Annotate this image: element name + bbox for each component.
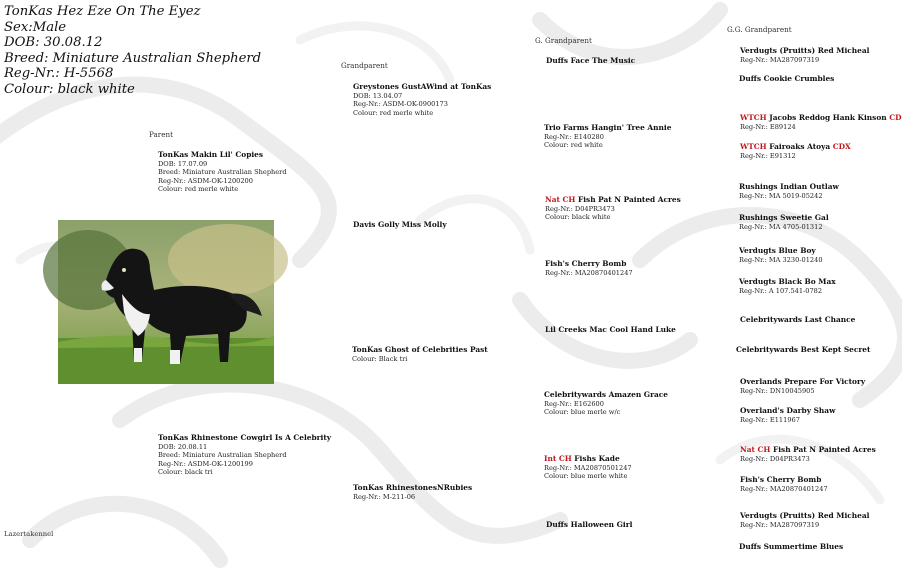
dog-reg: Reg-Nr.: H-5568 (4, 66, 114, 81)
dog-entry-detail: Colour: black tri (158, 468, 213, 477)
gg-grandparent-15 (740, 512, 869, 529)
gg-grandparent-1 (740, 47, 869, 64)
dog-entry-detail: Reg-Nr.: MA 4705-01312 (739, 222, 823, 231)
g-grandparent-6 (544, 391, 668, 417)
g-grandparent-4 (545, 260, 633, 277)
dog-entry-detail: Reg-Nr.: MA287097319 (740, 55, 820, 64)
dog-entry-name: Duffs Face The Music (546, 56, 636, 65)
dog-entry-name: Celebritywards Last Chance (740, 315, 856, 324)
obedience-title: CDX (832, 142, 851, 151)
dog-entry-detail: Breed: Miniature Australian Shepherd (158, 451, 287, 460)
dog-entry-detail: Colour: red merle white (158, 185, 239, 194)
dog-entry-detail: Reg-Nr.: E162600 (544, 399, 604, 408)
dog-entry-detail: Reg-Nr.: A 107.541-0782 (739, 286, 823, 295)
champion-title: Nat CH (545, 195, 576, 204)
dog-entry-name: Rushings Indian Outlaw (739, 182, 839, 191)
dog-entry-name: TonKas RhinestonesNRubies (353, 483, 473, 492)
dog-entry-name: Duffs Summertime Blues (739, 542, 844, 551)
dog-entry-detail: Reg-Nr.: E140280 (544, 132, 604, 141)
dog-sex: Sex:Male (4, 19, 67, 35)
dog-entry-name: Fairoaks Atoya (769, 142, 831, 151)
gg-grandparent-4 (740, 143, 851, 160)
dog-entry-detail: Reg-Nr.: E111967 (740, 415, 800, 424)
dog-entry-detail: Reg-Nr.: DN10045905 (740, 386, 815, 395)
dog-entry-name: TonKas Rhinestone Cowgirl Is A Celebrity (158, 433, 332, 442)
gg-grandparent-16 (739, 543, 843, 552)
dog-entry-detail: Reg-Nr.: E89124 (740, 122, 796, 131)
gg-grandparent-11 (740, 378, 865, 395)
dog-entry-name: Duffs Cookie Crumbles (739, 74, 835, 83)
dog-entry-detail: Colour: black white (545, 213, 611, 222)
dog-entry-name: Fishs Kade (574, 454, 620, 463)
dog-entry-detail: Colour: red white (544, 141, 603, 150)
dog-entry-detail: Reg-Nr.: MA 5019-05242 (739, 191, 823, 200)
dog-entry-name: Celebritywards Amazen Grace (544, 390, 669, 399)
dog-entry-detail: DOB: 20.08.11 (158, 442, 208, 451)
gg-grandparent-14 (740, 476, 828, 493)
gg-grandparent-9 (740, 316, 855, 325)
dog-entry-name: Fish Pat N Painted Acres (772, 445, 876, 454)
dog-entry-name: Rushings Sweetie Gal (739, 213, 829, 222)
g-grandparent-8 (546, 521, 632, 530)
champion-title: Nat CH (740, 445, 771, 454)
gg-grandparent-8 (739, 278, 836, 295)
dog-entry-name: Duffs Halloween Girl (546, 520, 633, 529)
dog-entry-name: Verdugts Black Bo Max (739, 277, 836, 286)
dog-entry-detail: Reg-Nr.: MA20870401247 (740, 484, 828, 493)
dog-entry-detail: Reg-Nr.: D04PR3473 (740, 454, 810, 463)
dog-entry-detail: Reg-Nr.: ASDM-OK-0900173 (353, 100, 448, 109)
dog-entry-name: Verdugts Blue Boy (739, 246, 816, 255)
dog-header (4, 4, 261, 97)
dog-entry-name: Jacobs Reddog Hank Kinson (769, 113, 887, 122)
dog-entry-detail: Colour: Black tri (352, 354, 408, 363)
gg-grandparent-10 (736, 346, 870, 355)
dog-breed: Breed: Miniature Australian Shepherd (4, 50, 262, 66)
dog-entry-name: Celebritywards Best Kept Secret (736, 345, 871, 354)
gg-grandparent-12 (740, 407, 835, 424)
dog-entry-detail: Reg-Nr.: MA287097319 (740, 520, 820, 529)
dog-entry-name: Trio Farms Hangin' Tree Annie (544, 123, 672, 132)
dog-entry-name: Fish's Cherry Bomb (545, 259, 627, 268)
dog-entry-name: TonKas Makin Lil' Copies (158, 150, 264, 159)
dog-entry-detail: Colour: red merle white (353, 108, 434, 117)
dog-entry-name: TonKas Ghost of Celebrities Past (352, 345, 488, 354)
gg-grandparent-5 (739, 183, 839, 200)
g-grandparent-7 (544, 455, 632, 481)
champion-title: Int CH (544, 454, 572, 463)
dog-entry-detail: Reg-Nr.: MA 3230-01240 (739, 255, 823, 264)
dog-entry-name: Greystones GustAWind at TonKas (353, 82, 492, 91)
dog-entry-name: Fish Pat N Painted Acres (577, 195, 681, 204)
g-grandparent-5 (545, 326, 676, 335)
gg-grandparent-13 (740, 446, 876, 463)
obedience-title: CD (889, 113, 902, 122)
grandparent-1 (353, 83, 491, 117)
dog-dob: DOB: 30.08.12 (4, 35, 103, 50)
dog-entry-detail: Reg-Nr.: M-211-06 (353, 492, 416, 501)
champion-title: WTCH (740, 113, 767, 122)
kennel-name: Lazertakennel (4, 530, 54, 538)
gg-grandparent-3 (740, 114, 902, 131)
grandparent-2 (353, 221, 447, 230)
dog-entry-detail: Colour: blue merle w/c (544, 408, 621, 417)
dog-entry-detail: Breed: Miniature Australian Shepherd (158, 168, 287, 177)
g-grandparent-2 (544, 124, 671, 150)
dog-entry-name: Davis Golly Miss Molly (353, 220, 447, 229)
g-grandparent-1 (546, 57, 635, 66)
gg-grandparent-2 (739, 75, 834, 84)
column-heading-grandparent: Grandparent (341, 61, 388, 70)
dog-entry-detail: Reg-Nr.: D04PR3473 (545, 204, 615, 213)
dog-entry-detail: DOB: 17.07.09 (158, 159, 208, 168)
champion-title: WTCH (740, 142, 767, 151)
dog-photo (58, 220, 274, 384)
parent-sire (158, 151, 287, 194)
dog-entry-name: Overlands Prepare For Victory (740, 377, 866, 386)
column-heading-gg-grandparent: G.G. Grandparent (727, 25, 792, 34)
grandparent-4 (353, 484, 472, 501)
dog-entry-name: Lil Creeks Mac Cool Hand Luke (545, 325, 676, 334)
column-heading-g-grandparent: G. Grandparent (535, 36, 592, 45)
dog-entry-name: Verdugts (Pruitts) Red Micheal (740, 511, 870, 520)
dog-entry-detail: Colour: blue merle white (544, 472, 628, 481)
dog-entry-detail: Reg-Nr.: ASDM-OK-1200199 (158, 459, 253, 468)
column-heading-parent: Parent (149, 130, 174, 139)
dog-entry-detail: Reg-Nr.: MA20870401247 (545, 268, 633, 277)
parent-dam (158, 434, 331, 477)
dog-colour: Colour: black white (4, 81, 135, 97)
gg-grandparent-7 (739, 247, 823, 264)
dog-entry-name: Overland's Darby Shaw (740, 406, 836, 415)
gg-grandparent-6 (739, 214, 829, 231)
dog-entry-name: Fish's Cherry Bomb (740, 475, 822, 484)
g-grandparent-3 (545, 196, 681, 222)
dog-entry-detail: DOB: 13.04.07 (353, 91, 403, 100)
dog-entry-detail: Reg-Nr.: ASDM-OK-1200200 (158, 176, 253, 185)
grandparent-3 (352, 346, 488, 363)
dog-name: TonKas Hez Eze On The Eyez (4, 4, 201, 19)
dog-entry-detail: Reg-Nr.: MA20870501247 (544, 463, 632, 472)
dog-entry-detail: Reg-Nr.: E91312 (740, 151, 796, 160)
dog-entry-name: Verdugts (Pruitts) Red Micheal (740, 46, 870, 55)
